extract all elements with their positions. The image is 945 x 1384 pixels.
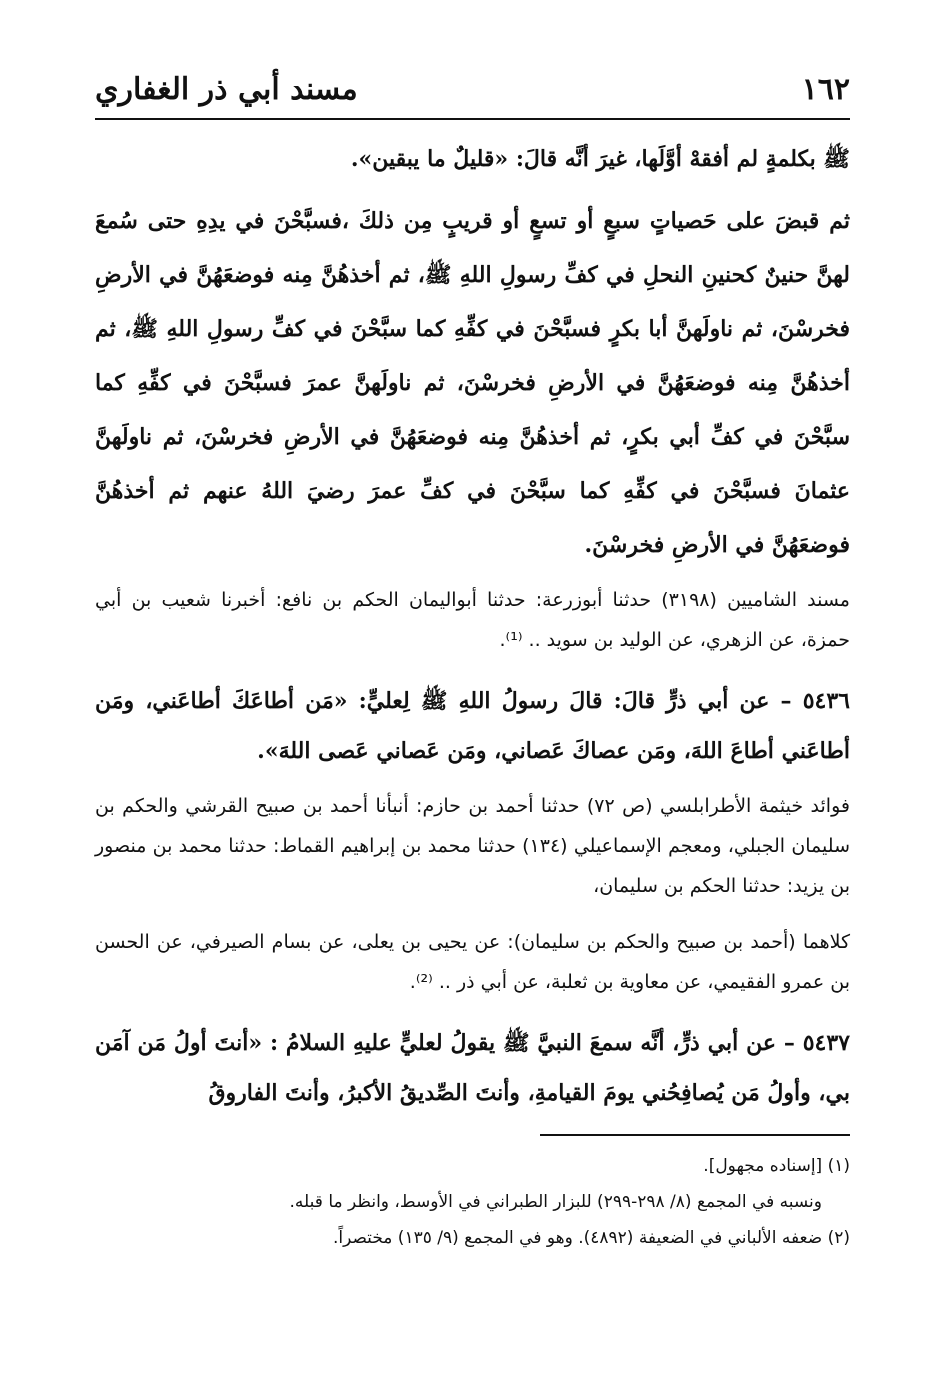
header-divider (95, 118, 850, 120)
running-title: مسند أبي ذر الغفاري (95, 72, 358, 107)
source-citation-3: كلاهما (أحمد بن صبيح والحكم بن سليمان): عن يحيى بن يعلى، عن بسام الصيرفي، عن الحسن بن عمرو الفقيمي، عن معاوية بن ثعلبة، عن أبي ذر .. ⁽²⁾. (95, 931, 850, 993)
footnote-1-continued: ونسبه في المجمع (٨/ ٢٩٨-٢٩٩) للبزار الطبراني في الأوسط، وانظر ما قبله. (289, 1192, 822, 1212)
source-citation-1: مسند الشاميين (٣١٩٨) حدثنا أبوزرعة: حدثنا أبواليمان الحكم بن نافع: أخبرنا شعيب بن أبي حمزة، عن الزهري، عن الوليد بن سويد .. ⁽¹⁾. (95, 589, 850, 651)
hadith-continuation: ﷺ بكلمةٍ لم أفقهْ أوَّلَها، غيرَ أنَّه قالَ: «قليلٌ ما يبقين». (350, 146, 850, 172)
page-number: ١٦٢ (801, 72, 850, 107)
page-header (95, 70, 850, 114)
footnote-2: (٢) ضعفه الألباني في الضعيفة (٤٨٩٢). وهو في المجمع (٩/ ١٣٥) مختصراً. (332, 1228, 850, 1248)
hadith-narrative: ثم قبضَ على حَصياتٍ سبعٍ أو تسعٍ أو قريبٍ مِن ذلكَ ،فسبَّحْنَ في يدِهِ حتى سُمعَ لهنَّ حنينٌ كحنينِ النحلِ في كفِّ رسولِ اللهِ ﷺ، ثم أخذهُنَّ مِنه فوضعَهُنَّ في الأرضِ فخرسْنَ، ثم ناولَهنَّ أبا بكرٍ فسبَّحْنَ في كفِّهِ كما سبَّحْنَ في كفِّ رسولِ اللهِ ﷺ، ثم أخذهُنَّ مِنه فوضعَهُنَّ في الأرضِ فخرسْنَ، ثم ناولَهنَّ عمرَ فسبَّحْنَ في كفِّهِ كما سبَّحْنَ في كفِّ أبي بكرٍ، ثم أخذهُنَّ مِنه فوضعَهُنَّ في الأرضِ فخرسْنَ، ثم ناولَهنَّ عثمانَ فسبَّحْنَ في كفِّهِ كما سبَّحْنَ في كفِّ عمرَ رضيَ اللهُ عنهم ثم أخذهُنَّ فوضعَهُنَّ في الأرضِ فخرسْنَ. (95, 208, 850, 558)
footnote-1: (١) [إسناده مجهول]. (703, 1156, 850, 1176)
footnotes (95, 1148, 850, 1256)
hadith-5437: ٥٤٣٧ – عن أبي ذرٍّ، أنَّه سمعَ النبيَّ ﷺ يقولُ لعليٍّ عليهِ السلامُ : «أنتَ أولُ مَن آمَن بي، وأولُ مَن يُصافِحُني يومَ القيامةِ، وأنتَ الصِّديقُ الأكبرُ، وأنتَ الفاروقُ (95, 1030, 850, 1106)
source-citation-2: فوائد خيثمة الأطرابلسي (ص ٧٢) حدثنا أحمد بن حازم: أنبأنا أحمد بن صبيح القرشي والحكم بن سليمان الجبلي، ومعجم الإسماعيلي (١٣٤) حدثنا محمد بن إبراهيم القماط: حدثنا محمد بن منصور بن يزيد: حدثنا الحكم بن سليمان، (95, 795, 850, 897)
footnote-divider (540, 1134, 850, 1136)
page-body (95, 132, 850, 1128)
hadith-5436: ٥٤٣٦ – عن أبي ذرٍّ قالَ: قالَ رسولُ اللهِ ﷺ لِعليٍّ: «مَن أطاعَكَ أطاعَني، ومَن أطاعَني أطاعَ اللهَ، ومَن عصاكَ عَصاني، ومَن عَصاني عَصى اللهَ». (95, 688, 850, 764)
